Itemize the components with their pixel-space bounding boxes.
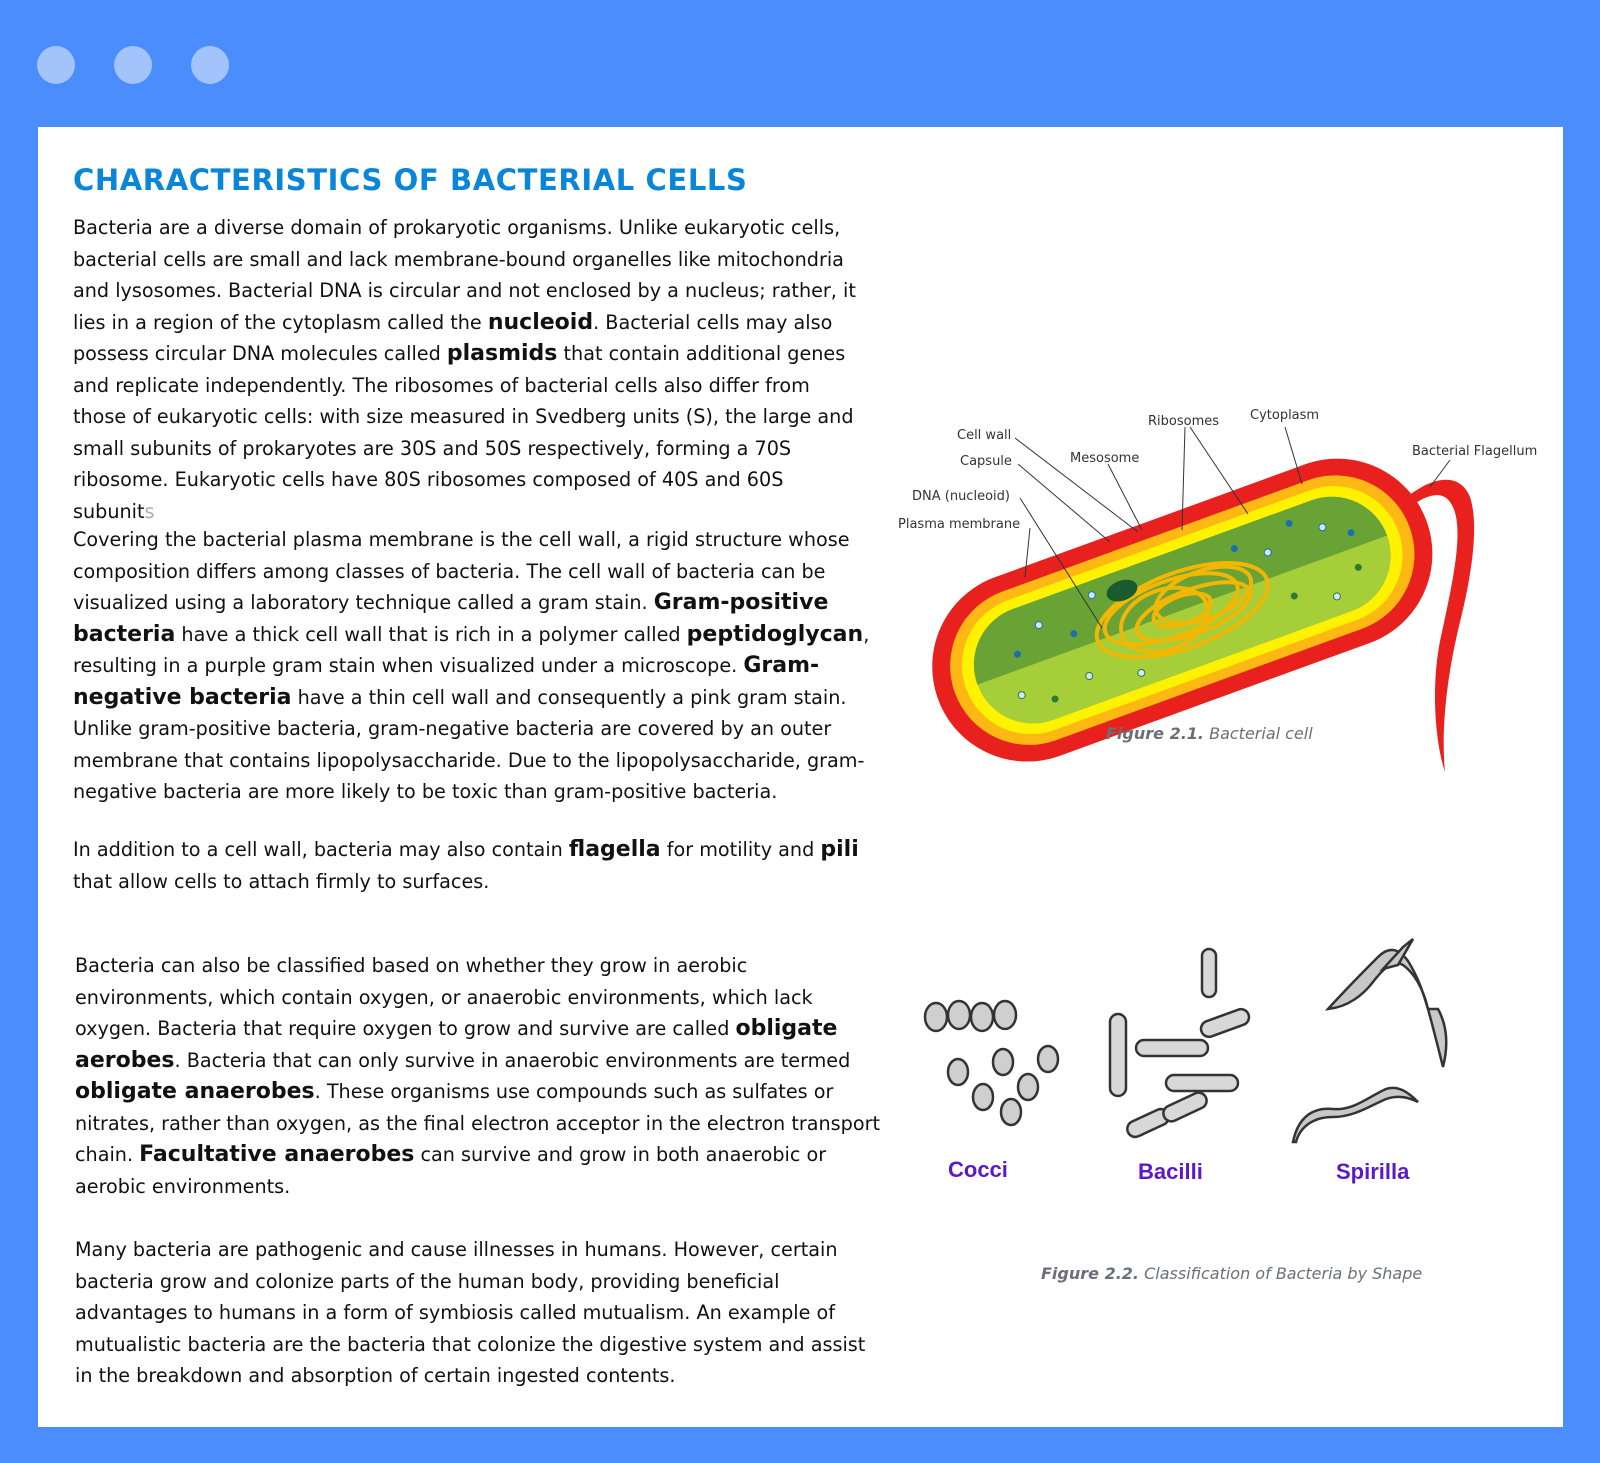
text-span: , resulting in a purple gram stain when visualized under a microscope. [73, 622, 870, 677]
label-bacterial-flagellum: Bacterial Flagellum [1412, 444, 1538, 459]
cocci-shapes [925, 1001, 1058, 1125]
label-plasma-membrane: Plasma membrane [898, 517, 1021, 532]
paragraph-cell-wall [73, 524, 873, 808]
bacterial-cell-diagram [870, 272, 1563, 787]
keyword-nucleoid: nucleoid [487, 309, 594, 335]
keyword-pili: pili [820, 837, 859, 862]
window-dot[interactable] [191, 46, 229, 84]
label-cell-wall: Cell wall [957, 428, 1012, 443]
figure-number: Figure 2.2. [1041, 1264, 1139, 1283]
page-title: CHARACTERISTICS OF BACTERIAL CELLS [73, 163, 748, 197]
keyword-gram-positive: Gram-positive bacteria [73, 590, 829, 647]
window-dot[interactable] [37, 46, 75, 84]
bacilli-shapes [1110, 949, 1251, 1140]
keyword-plasmids: plasmids [446, 341, 558, 366]
label-dna-nucleoid: DNA (nucleoid) [912, 489, 1010, 504]
document-page [38, 127, 1563, 1427]
text-span: have a thick cell wall that is rich in a polymer called [175, 622, 687, 646]
keyword-gram-negative: Gram-negative bacteria [73, 653, 820, 710]
text-span: Many bacteria are pathogenic and cause illnesses in humans. However, certain bacteria grow and colonize parts of the human body, providing beneficial advantages to humans in a form of symbiosis called mutualism. An example of mutualistic bacteria are the bacteria that colonize the digestive system and assist in the breakdown and absorption of certain ingested contents. [75, 1238, 866, 1387]
spirilla-shapes [1293, 939, 1446, 1142]
label-spirilla: Spirilla [1336, 1159, 1410, 1184]
label-mesosome: Mesosome [1070, 451, 1140, 466]
window-dot[interactable] [114, 46, 152, 84]
paragraph-oxygen-classification [75, 950, 885, 1202]
keyword-obligate-aerobes: obligate aerobes [75, 1016, 838, 1073]
label-bacilli: Bacilli [1138, 1159, 1203, 1184]
text-span: that allow cells to attach firmly to surfaces. [73, 869, 490, 893]
keyword-peptidoglycan: peptidoglycan [686, 621, 864, 647]
figure-caption [1106, 724, 1313, 743]
text-span: . Bacterial cells may also possess circular DNA molecules called [73, 310, 833, 365]
keyword-obligate-anaerobes: obligate anaerobes [75, 1079, 315, 1104]
figure-caption [1041, 1264, 1422, 1283]
text-span: have a thin cell wall and consequently a pink gram stain. Unlike gram-positive bacteria, gram-negative bacteria are covered by an outer membrane that contains lipopolysaccharide. Due to the lipopolysaccharide, gram-negative bacteria are more likely to be toxic than gram-positive bacteria. [73, 685, 865, 803]
figure-caption-text: Classification of Bacteria by Shape [1144, 1264, 1423, 1283]
keyword-facultative-anaerobes: Facultative anaerobes [139, 1142, 415, 1167]
text-span: that contain additional genes and replicate independently. The ribosomes of bacterial cells also differ from those of eukaryotic cells: with size measured in Svedberg units (S), the large and small subunits of prokaryotes are 30S and 50S respectively, forming a 70S ribosome. Eukaryotic cells have 80S ribosomes composed of 40S and 60S subunit [73, 342, 854, 523]
window-titlebar [0, 0, 1600, 127]
bacteria-shapes-diagram [908, 917, 1508, 1247]
text-span: can survive and grow in both anaerobic or aerobic environments. [75, 1143, 827, 1198]
text-span: Covering the bacterial plasma membrane is the cell wall, a rigid structure whose composition differs among classes of bacteria. The cell wall of bacteria can be visualized using a laboratory technique called a gram stain. [73, 528, 850, 614]
text-span: In addition to a cell wall, bacteria may also contain [73, 838, 569, 861]
paragraph-mutualism [75, 1234, 875, 1392]
text-span: s [144, 499, 155, 523]
text-span: Bacteria are a diverse domain of prokaryotic organisms. Unlike eukaryotic cells, bacterial cells are small and lack membrane-bound organelles like mitochondria and lysosomes. Bacterial DNA is circular and not enclosed by a nucleus; rather, it lies in a region of the cytoplasm called the [73, 216, 856, 334]
paragraph-appendages [73, 834, 863, 897]
figure-number: Figure 2.1. [1106, 724, 1204, 743]
label-ribosomes: Ribosomes [1148, 414, 1220, 429]
keyword-flagella: flagella [568, 837, 661, 862]
label-capsule: Capsule [960, 454, 1012, 469]
text-span: . Bacteria that can only survive in anaerobic environments are termed [174, 1048, 851, 1072]
figure-caption-text: Bacterial cell [1209, 724, 1313, 743]
label-cocci: Cocci [948, 1157, 1008, 1182]
text-span: Bacteria can also be classified based on whether they grow in aerobic environments, which contain oxygen, or anaerobic environments, which lack oxygen. Bacteria that require oxygen to grow and survive are called [75, 954, 813, 1040]
label-cytoplasm: Cytoplasm [1250, 408, 1320, 423]
text-span: . These organisms use compounds such as sulfates or nitrates, rather than oxygen, as the final electron acceptor in the electron transport chain. [75, 1080, 880, 1166]
text-span: for motility and [660, 838, 821, 861]
paragraph-cell-overview [73, 212, 858, 527]
